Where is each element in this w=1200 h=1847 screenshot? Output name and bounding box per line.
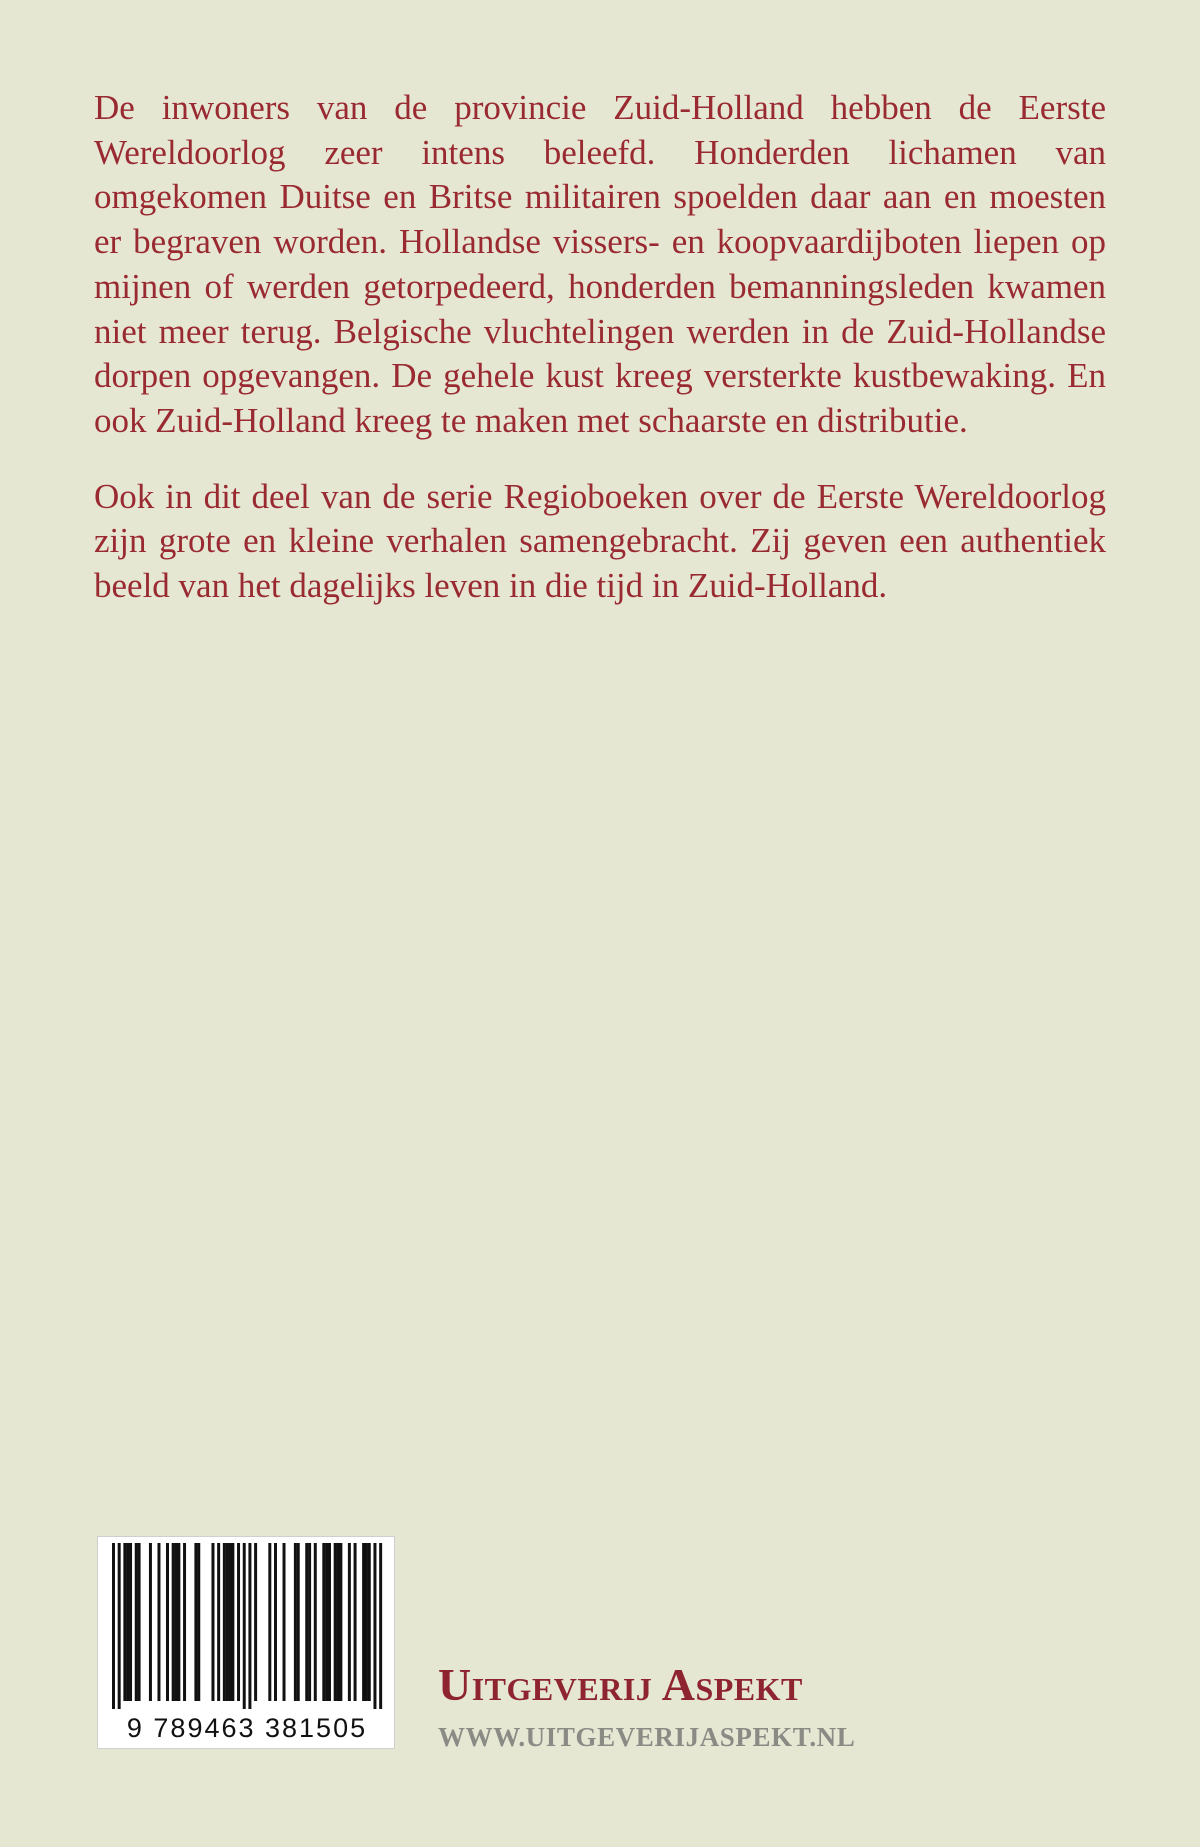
barcode-bar	[197, 1543, 200, 1701]
barcode-bar	[129, 1543, 132, 1701]
barcode-bar	[339, 1543, 342, 1701]
barcode-bar	[157, 1543, 160, 1701]
barcode-bar	[354, 1543, 357, 1701]
barcode-bar	[322, 1543, 325, 1701]
blurb-paragraph-1: De inwoners van de provincie Zuid-Holland hebben de Eerste Wereldoorlog zeer intens beleefd. Honderden lichamen van omgekomen Duitse en Britse militairen spoelden daar aan en moesten er begraven worden. Hollandse vissers- en koopvaardijboten liepen op mijnen of werden getorpedeerd, honderden bemanningsleden kwamen niet meer terug. Belgische vluchtelingen werden in de Zuid-Hollandse dorpen opgevangen. De gehele kust kreeg versterkte kustbewaking. En ook Zuid-Holland kreeg te maken met schaarste en distributie.	[94, 88, 1106, 440]
barcode-bar	[126, 1543, 129, 1701]
barcode-bar	[328, 1543, 331, 1701]
isbn-number: 9 789463 381505	[126, 1713, 368, 1743]
barcode-bar	[308, 1543, 311, 1701]
barcode-bar	[237, 1543, 240, 1701]
barcode-bar	[294, 1543, 297, 1701]
barcode-bar	[283, 1543, 286, 1701]
blurb-paragraph-2: Ook in dit deel van de serie Regioboeken over de Eerste Wereldoorlog zijn grote en kleine verhalen samengebracht. Zij geven een authentiek beeld van het dagelijks leven in die tijd in Zuid-Holland.	[94, 476, 1106, 606]
barcode-bar	[112, 1543, 115, 1709]
barcode-bar	[226, 1543, 229, 1701]
barcode-bars	[98, 1537, 396, 1709]
barcode-bar	[231, 1543, 234, 1701]
publisher-name: Uitgeverij Aspekt	[438, 1659, 803, 1710]
barcode-bar	[123, 1543, 126, 1701]
publisher-website[interactable]: WWW.UITGEVERIJASPEKT.NL	[438, 1722, 856, 1752]
barcode-bar	[138, 1543, 141, 1701]
back-cover-blurb	[94, 86, 1106, 609]
barcode-bar	[305, 1543, 308, 1701]
barcode-bar	[175, 1543, 178, 1701]
barcode-bar	[118, 1543, 121, 1709]
barcode-bar	[217, 1543, 220, 1701]
barcode-bar	[194, 1543, 197, 1701]
barcode-bar	[348, 1543, 351, 1701]
barcode-bar	[334, 1543, 337, 1701]
barcode-bar	[243, 1543, 246, 1709]
barcode-bar	[254, 1543, 257, 1701]
barcode-bar	[297, 1543, 300, 1701]
barcode-bar	[172, 1543, 175, 1701]
barcode-bar	[274, 1543, 277, 1701]
barcode-bar	[229, 1543, 232, 1701]
barcode-bar	[177, 1543, 180, 1701]
barcode-bar	[379, 1543, 382, 1709]
barcode-bar	[362, 1543, 365, 1701]
barcode-bar	[268, 1543, 271, 1701]
barcode-bar	[166, 1543, 169, 1701]
barcode-bar	[373, 1543, 376, 1709]
barcode-bar	[135, 1543, 138, 1701]
isbn-barcode	[97, 1536, 395, 1749]
barcode-bar	[337, 1543, 340, 1701]
barcode-bar	[223, 1543, 226, 1701]
barcode-bar	[183, 1543, 186, 1701]
barcode-bar	[211, 1543, 214, 1701]
barcode-bar	[248, 1543, 251, 1709]
barcode-bar	[149, 1543, 152, 1701]
barcode-bar	[365, 1543, 368, 1701]
barcode-bar	[325, 1543, 328, 1701]
barcode-bar	[314, 1543, 317, 1701]
barcode-bar	[368, 1543, 371, 1701]
